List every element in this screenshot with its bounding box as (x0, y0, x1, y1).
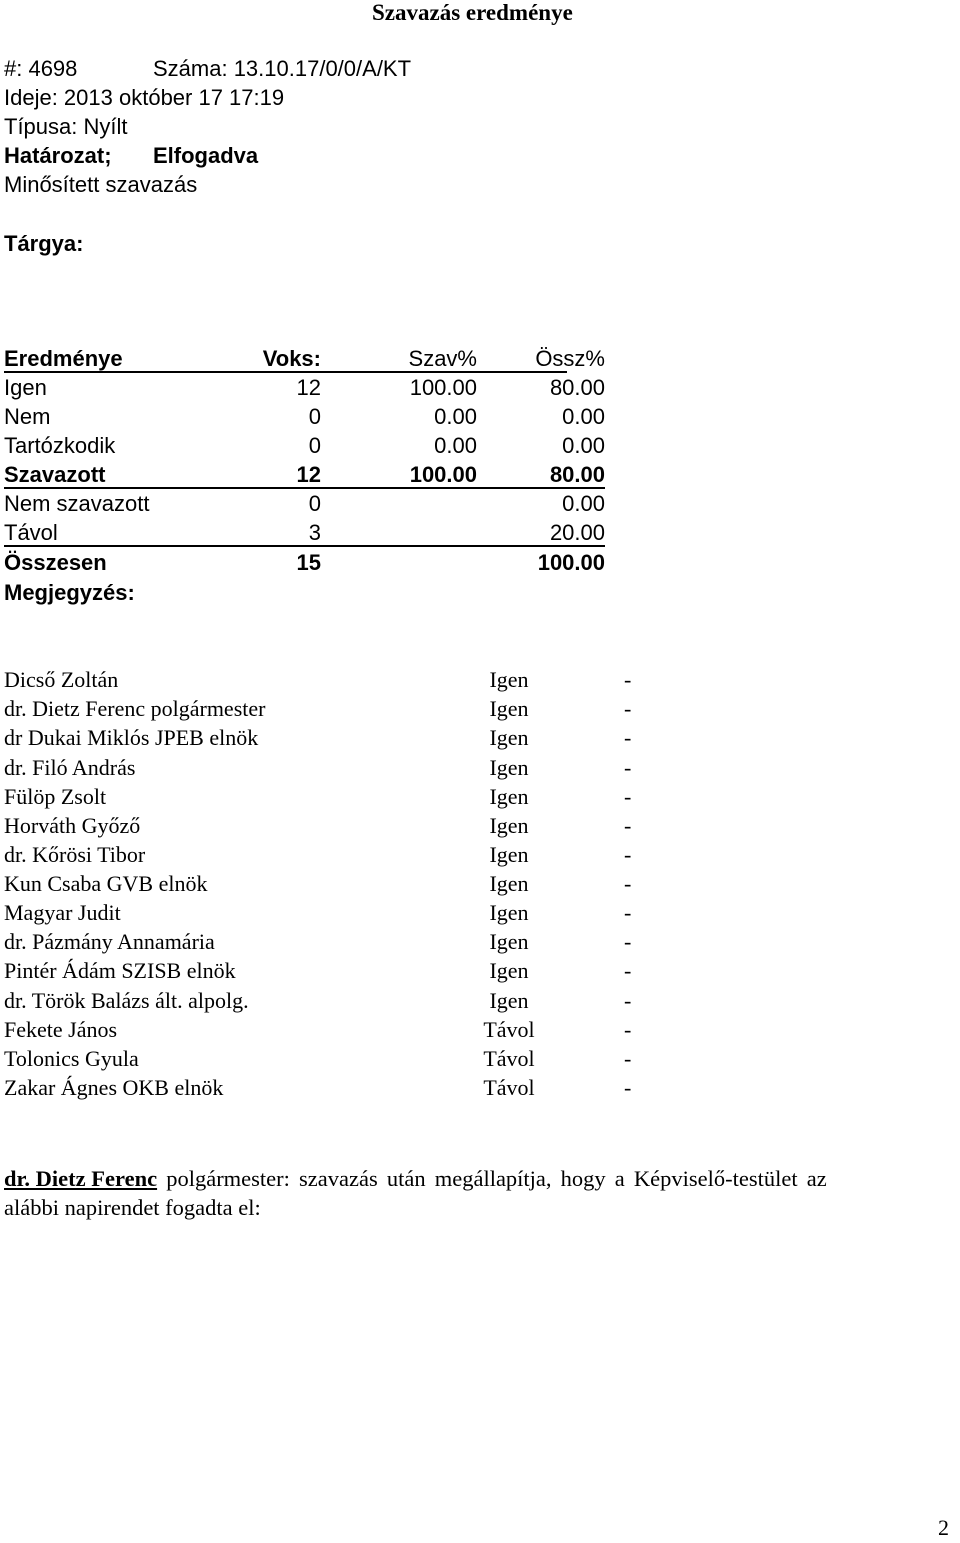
results-row-label: Összesen (4, 550, 107, 575)
results-row-ossz: 0.00 (562, 491, 605, 516)
member-vote: Igen (489, 900, 529, 925)
member-extra: - (624, 725, 632, 750)
member-vote: Igen (489, 667, 529, 692)
member-extra: - (624, 842, 632, 867)
member-vote: Igen (489, 696, 529, 721)
results-row-ossz: 0.00 (562, 433, 605, 458)
member-extra: - (624, 929, 632, 954)
member-extra: - (624, 813, 632, 838)
vote-row (0, 1048, 700, 1077)
member-vote: Távol (483, 1017, 535, 1042)
member-name: dr. Török Balázs ált. alpolg. (4, 988, 249, 1013)
member-extra: - (624, 871, 632, 896)
decision-value: Elfogadva (153, 143, 259, 168)
member-name: Horváth Győző (4, 813, 141, 838)
results-voted-underline (4, 487, 605, 489)
results-row-label: Igen (4, 375, 47, 400)
closing-line-2: alábbi napirendet fogadta el: (4, 1195, 261, 1220)
results-row-ossz: 0.00 (562, 404, 605, 429)
results-row-szav: 100.00 (409, 375, 477, 400)
page-title: Szavazás eredménye (372, 0, 573, 25)
vote-time: Ideje: 2013 október 17 17:19 (4, 85, 285, 110)
results-header-szav: Szav% (408, 346, 477, 371)
vote-row (0, 1077, 700, 1106)
member-name: Pintér Ádám SZISB elnök (4, 958, 236, 983)
vote-row (0, 727, 700, 756)
member-name: dr. Pázmány Annamária (4, 929, 215, 954)
results-row-voks: 3 (308, 520, 321, 545)
closing-line-1-rest: polgármester: szavazás után megállapítja, hogy a Képviselő-testület az (157, 1166, 827, 1191)
results-row-voks: 12 (296, 462, 321, 487)
results-row-voks: 15 (296, 550, 321, 575)
page-number: 2 (938, 1515, 949, 1540)
member-vote: Távol (483, 1046, 535, 1071)
speaker-name: dr. Dietz Ferenc (4, 1166, 158, 1191)
vote-type: Típusa: Nyílt (4, 114, 128, 139)
results-header-ossz: Össz% (535, 346, 605, 371)
results-row-label: Távol (4, 520, 58, 545)
note-label: Megjegyzés: (4, 580, 135, 605)
closing-line-1 (4, 1164, 960, 1193)
member-name: Zakar Ágnes OKB elnök (4, 1075, 224, 1100)
member-name: Dicső Zoltán (4, 667, 119, 692)
results-row-voks: 12 (296, 375, 321, 400)
vote-row (0, 873, 700, 902)
vote-row (0, 757, 700, 786)
member-extra: - (624, 1046, 632, 1071)
member-name: Tolonics Gyula (4, 1046, 139, 1071)
member-extra: - (624, 1017, 632, 1042)
member-extra: - (624, 900, 632, 925)
qualified-vote: Minősített szavazás (4, 172, 198, 197)
vote-row (0, 960, 700, 989)
member-vote: Igen (489, 871, 529, 896)
results-header-voks: Voks: (262, 346, 321, 371)
member-extra: - (624, 1075, 632, 1100)
member-name: dr. Kőrösi Tibor (4, 842, 146, 867)
member-vote: Igen (489, 988, 529, 1013)
results-row-label: Szavazott (4, 462, 106, 487)
results-row-total (0, 552, 640, 581)
member-vote: Igen (489, 929, 529, 954)
member-name: Fekete János (4, 1017, 118, 1042)
results-row-label: Nem szavazott (4, 491, 150, 516)
member-vote: Igen (489, 842, 529, 867)
member-name: Magyar Judit (4, 900, 121, 925)
vote-id: #: 4698 (4, 56, 78, 81)
vote-row (0, 844, 700, 873)
results-row-ossz: 80.00 (549, 375, 605, 400)
results-row-label: Nem (4, 404, 51, 429)
results-row-label: Tartózkodik (4, 433, 116, 458)
member-vote: Igen (489, 958, 529, 983)
results-header-label: Eredménye (4, 346, 123, 371)
results-header-underline (4, 371, 567, 373)
results-row-voks: 0 (308, 404, 321, 429)
results-row (0, 435, 640, 464)
vote-row (0, 1019, 700, 1048)
closing-paragraph (4, 1164, 960, 1222)
member-name: dr Dukai Miklós JPEB elnök (4, 725, 259, 750)
member-vote: Igen (489, 813, 529, 838)
vote-row (0, 815, 700, 844)
member-extra: - (624, 755, 632, 780)
vote-row (0, 902, 700, 931)
results-row-szav: 100.00 (409, 462, 477, 487)
member-name: dr. Filó András (4, 755, 136, 780)
decision-label: Határozat; (4, 143, 112, 168)
vote-row (0, 931, 700, 960)
subject-label: Tárgya: (4, 231, 84, 256)
member-extra: - (624, 696, 632, 721)
results-row-ossz: 100.00 (537, 550, 605, 575)
member-name: Kun Csaba GVB elnök (4, 871, 208, 896)
member-vote: Igen (489, 725, 529, 750)
vote-row (0, 786, 700, 815)
member-name: dr. Dietz Ferenc polgármester (4, 696, 266, 721)
member-extra: - (624, 784, 632, 809)
vote-row (0, 990, 700, 1019)
vote-row (0, 698, 700, 727)
results-row-voks: 0 (308, 491, 321, 516)
member-extra: - (624, 988, 632, 1013)
results-row-voks: 0 (308, 433, 321, 458)
member-name: Fülöp Zsolt (4, 784, 107, 809)
results-row (0, 406, 640, 435)
results-row-ossz: 20.00 (549, 520, 605, 545)
vote-row (0, 669, 700, 698)
results-absent-underline (4, 545, 605, 547)
closing-line-1-text (4, 1164, 827, 1193)
results-row (0, 377, 640, 406)
member-extra: - (624, 667, 632, 692)
results-row-szav: 0.00 (434, 404, 477, 429)
vote-number: Száma: 13.10.17/0/0/A/KT (153, 56, 412, 81)
results-row-szav: 0.00 (434, 433, 477, 458)
member-vote: Távol (483, 1075, 535, 1100)
member-vote: Igen (489, 784, 529, 809)
results-row (0, 493, 640, 522)
member-extra: - (624, 958, 632, 983)
member-vote: Igen (489, 755, 529, 780)
results-row-ossz: 80.00 (549, 462, 605, 487)
